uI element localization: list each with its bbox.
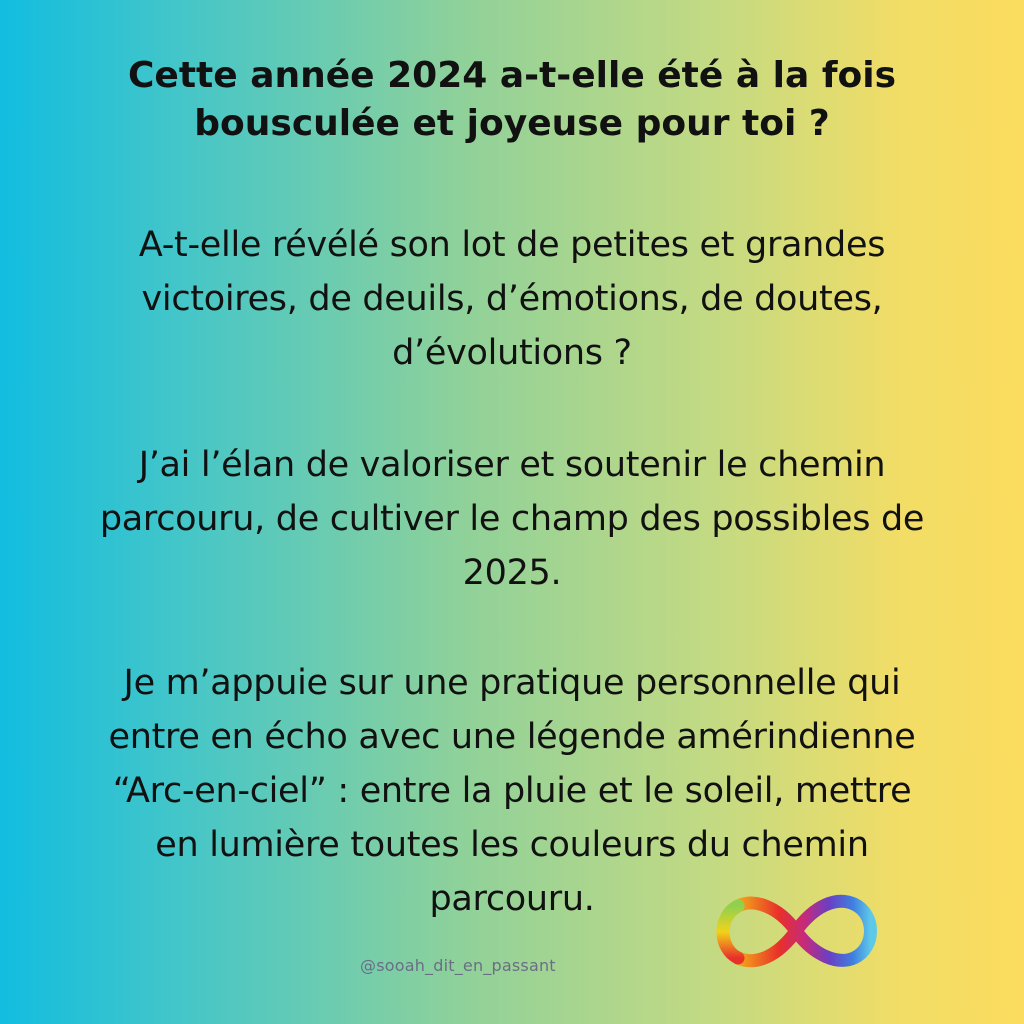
author-handle: @sooah_dit_en_passant — [360, 956, 556, 975]
paragraph-line: entre en écho avec une légende amérindienne — [108, 717, 916, 757]
paragraph-2 — [30, 438, 994, 600]
paragraph-line: “Arc-en-ciel” : entre la pluie et le soleil, mettre — [112, 771, 912, 811]
title-line: Cette année 2024 a-t-elle été à la fois — [127, 55, 896, 96]
paragraph-line: victoires, de deuils, d’émotions, de doutes, — [141, 279, 883, 319]
paragraph-line: d’évolutions ? — [392, 333, 632, 373]
rainbow-infinity-icon — [708, 886, 884, 976]
paragraph-line: parcouru, de cultiver le champ des possibles de — [99, 499, 925, 539]
paragraph-line: Je m’appuie sur une pratique personnelle qui — [123, 663, 901, 703]
paragraph-1 — [30, 218, 994, 380]
paragraph-line: en lumière toutes les couleurs du chemin — [155, 825, 869, 865]
paragraph-line: 2025. — [462, 553, 562, 593]
title-line: bousculée et joyeuse pour toi ? — [194, 103, 830, 144]
paragraph-line: parcouru. — [429, 879, 595, 919]
post-title — [60, 52, 964, 148]
paragraph-line: A-t-elle révélé son lot de petites et grandes — [138, 225, 886, 265]
paragraph-line: J’ai l’élan de valoriser et soutenir le chemin — [138, 445, 886, 485]
